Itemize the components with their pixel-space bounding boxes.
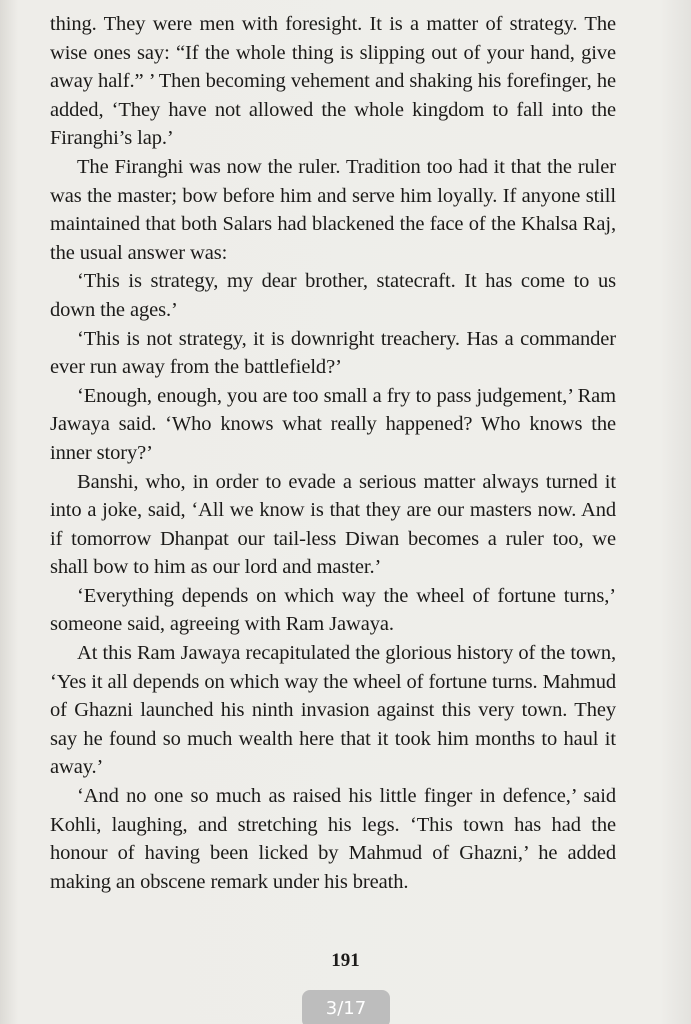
paragraph: The Firanghi was now the ruler. Tradition too had it that the ruler was the master; bow before him and serve him loyally. If anyone still maintained that both Salars had blackened the face of the Khalsa Raj, the usual answer was: [50,155,616,264]
paragraph: ‘This is not strategy, it is downright treachery. Has a commander ever run away from the battlefield?’ [50,327,616,379]
paragraph: thing. They were men with foresight. It is a matter of strategy. The wise ones say: “If the whole thing is slipping out of your hand, give away half.” ’ Then becoming vehement and shaking his forefinger, he added, ‘They have not allowed the whole kingdom to fall into the Firanghi’s lap.’ [50,13,616,150]
paragraph: Banshi, who, in order to evade a serious matter always turned it into a joke, said, ‘All we know is that they are our masters now. And if tomorrow Dhanpat our tail-less Diwan becomes a ruler too, we shall bow to him as our lord and master.’ [50,470,616,579]
paragraph: At this Ram Jawaya recapitulated the glorious history of the town, ‘Yes it all depends on which way the wheel of fortune turns. Mahmud of Ghazni launched his ninth invasion against this very town. They say he found so much wealth here that it took him months to haul it away.’ [50,642,616,779]
paragraph: ‘Enough, enough, you are too small a fry to pass judgement,’ Ram Jawaya said. ‘Who knows what really happened? Who knows the inner story?’ [50,384,616,464]
page-number: 191 [331,950,360,971]
paragraph: ‘And no one so much as raised his little finger in defence,’ said Kohli, laughing, and stretching his legs. ‘This town has had the honour of having been licked by Mahmud of Ghazni,’ he added making an obscene remark under his breath. [50,785,616,893]
paragraph: ‘This is strategy, my dear brother, statecraft. It has come to us down the ages.’ [50,270,616,321]
page-indicator: 3/17 [302,990,390,1024]
paragraph: ‘Everything depends on which way the wheel of fortune turns,’ someone said, agreeing with Ram Jawaya. [50,584,616,636]
page-text [50,10,616,896]
